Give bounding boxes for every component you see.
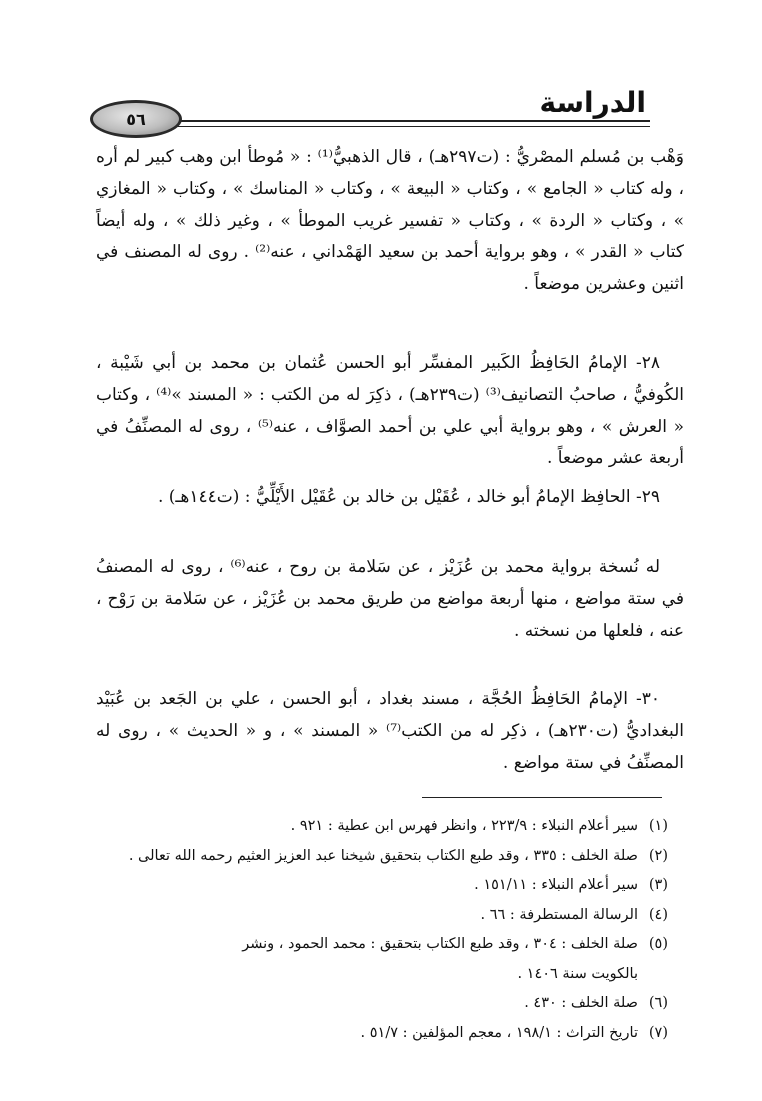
entry-paragraph-28 [96, 348, 684, 475]
footnote-text: صلة الخلف : ٣٣٥ ، وقد طبع الكتاب بتحقيق شيخنا عبد العزيز العثيم رحمه الله تعالى . [128, 847, 638, 864]
footnote-number: (٣) [648, 877, 668, 893]
paragraph-text: وَهْب بن مُسلم المصْريُّ : (ت٢٩٧هـ) ، قال الذهبيُّ⁽¹⁾ : « مُوطأ ابن وهب كبير لم أره ، وله كتاب « الجامع » ، وكتاب « البيعة » ، وكتاب « المناسك » ، وكتاب « المغازي » ، وكتاب « الردة » ، وكتاب « تفسير غريب الموطأ » ، وغير ذلك » ، وله أيضاً كتاب « القدر » ، وهو برواية أحمد بن سعيد الهَمْداني ، عنه⁽²⁾ . روى له المصنف في اثنين وعشرين موضعاً . [96, 147, 684, 295]
footnote-text: صلة الخلف : ٣٠٤ ، وقد طبع الكتاب بتحقيق : محمد الحمود ، ونشر [242, 936, 638, 952]
footnote-text: تاريخ التراث : ١٩٨/١ ، معجم المؤلفين : ٥١/٧ . [360, 1024, 638, 1041]
page-number: ٥٦ [126, 109, 146, 129]
footnotes [96, 812, 668, 1048]
paragraph-text: ٣٠- الإمامُ الحَافِظُ الحُجَّة ، مسند بغداد ، أبو الحسن ، علي بن الجَعد بن عُبَيْد البغداديُّ (ت٢٣٠هـ) ، ذكِر له من الكتب⁽⁷⁾ « المسند » ، و « الحديث » ، روى له المصنِّفُ في ستة مواضع . [96, 689, 684, 773]
footnote-5-continuation: بالكويت سنة ١٤٠٦ . [517, 965, 638, 982]
footnote-5 [96, 930, 668, 960]
footnote-number: (١) [648, 818, 668, 834]
footnote-6 [96, 989, 668, 1019]
entry-paragraph-30 [96, 684, 684, 779]
page-number-badge [90, 100, 182, 138]
header-rule-thin [150, 126, 650, 127]
footnote-number: (٧) [648, 1024, 668, 1041]
page-header [0, 0, 762, 150]
entry-paragraph-29-note [96, 552, 684, 647]
header-rule [150, 120, 650, 122]
entry-paragraph-29 [96, 482, 684, 514]
section-title: الدراسة [539, 86, 646, 119]
entry-paragraph-wahb [96, 142, 684, 301]
footnote-number: (٦) [648, 995, 668, 1011]
footnote-2 [96, 842, 668, 872]
footnote-4 [96, 901, 668, 931]
paragraph-text: ٢٨- الإمامُ الحَافِظُ الكَبير المفسِّر أبو الحسن عُثمان بن محمد بن أبي شَيْبة ، الكُوفيُّ ، صاحبُ التصانيف⁽³⁾ (ت٢٣٩هـ) ، ذكِرَ له من الكتب : « المسند »⁽⁴⁾ ، وكتاب « العرش » ، وهو برواية أبي علي بن أحمد الصوَّاف ، عنه⁽⁵⁾ ، روى له المصنِّفُ في أربعة عشر موضعاً . [96, 353, 684, 469]
footnote-number: (٥) [648, 936, 668, 952]
footnote-1 [96, 812, 668, 842]
footnote-text: سير أعلام النبلاء : ١٥١/١١ . [474, 877, 638, 893]
footnote-separator [422, 797, 662, 798]
paragraph-text: له نُسخة برواية محمد بن عُزَيْز ، عن سَلامة بن روح ، عنه⁽⁶⁾ ، روى له المصنفُ في ستة مواضع ، منها أربعة مواضع من طريق محمد بن عُزَيْز ، عن سَلامة بن رَوْح ، عنه ، فلعلها من نسخته . [96, 557, 684, 641]
footnote-number: (٤) [648, 906, 668, 923]
footnote-text: الرسالة المستطرفة : ٦٦ . [480, 906, 638, 923]
footnote-text: سير أعلام النبلاء : ٢٢٣/٩ ، وانظر فهرس ابن عطية : ٩٢١ . [290, 818, 638, 834]
paragraph-text: ٢٩- الحافِظ الإمامُ أبو خالد ، عُقَيْل بن خالد بن عُقَيْل الأَيْلِّيُّ : (ت١٤٤هـ) . [157, 487, 660, 507]
footnote-number: (٢) [648, 847, 668, 864]
footnote-text: صلة الخلف : ٤٣٠ . [524, 995, 638, 1011]
footnote-7 [96, 1019, 668, 1049]
footnote-3 [96, 871, 668, 901]
